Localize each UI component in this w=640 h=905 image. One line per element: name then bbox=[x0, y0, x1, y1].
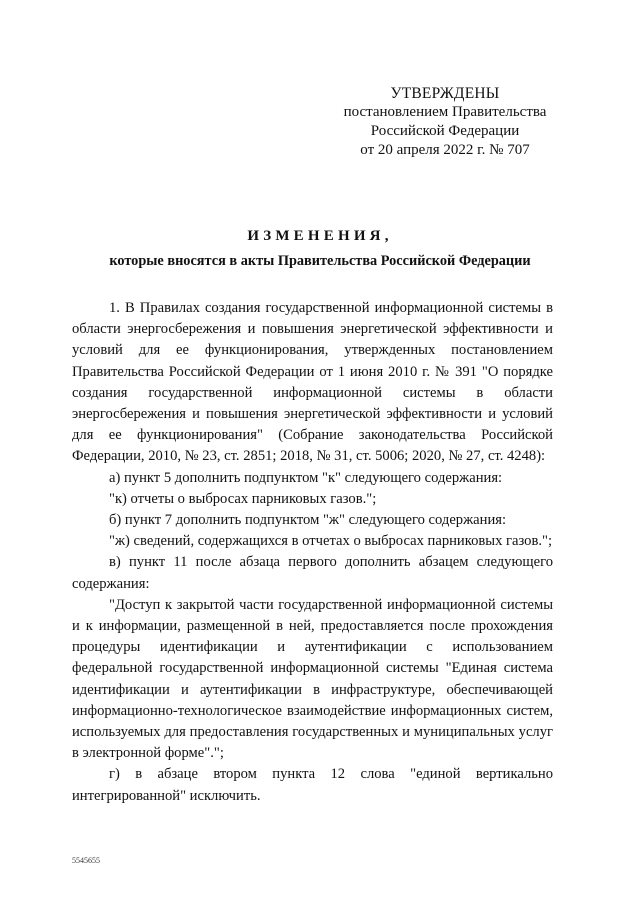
paragraph-7: "Доступ к закрытой части государственной информационной системы и к информации, размещенной в ней, предоставляется после прохождения процедуры идентификации и аутентификации с использованием федеральной государственной информационной системы "Единая система идентификации и аутентификации в инфраструктуре, обеспечивающей информационно-технологическое взаимодействие информационных систем, используемых для предоставления государственных и муниципальных услуг в электронной форме"."; bbox=[72, 596, 553, 762]
paragraph-8: г) в абзаце втором пункта 12 слова "единой вертикально интегрированной" исключить. bbox=[72, 766, 553, 804]
paragraph-1: 1. В Правилах создания государственной информационной системы в области энергосбережения и повышения энергетической эффективности и условий для ее функционирования, утвержденных постановлением Правительства Российской Федерации от 1 июня 2010 г. № 391 "О порядке создания государственной информационной системы в области энергосбережения и повышения энергетической эффективности и условий для ее функционирования" (Собрание законодательства Российской Федерации, 2010, № 23, ст. 2851; 2018, № 31, ст. 5006; 2020, № 27, ст. 4248): bbox=[72, 300, 553, 465]
paragraph-3: "к) отчеты о выбросах парниковых газов."; bbox=[109, 490, 377, 507]
paragraph-4: б) пункт 7 дополнить подпунктом "ж" следующего содержания: bbox=[109, 512, 507, 529]
approval-block bbox=[320, 84, 570, 160]
document-title: ИЗМЕНЕНИЯ, bbox=[247, 228, 393, 244]
paragraph-2: а) пункт 5 дополнить подпунктом "к" следующего содержания: bbox=[109, 469, 503, 486]
approval-government: Российской Федерации bbox=[370, 123, 520, 139]
paragraph-6: в) пункт 11 после абзаца первого дополнить абзацем следующего содержания: bbox=[72, 554, 553, 592]
paragraph-5: "ж) сведений, содержащихся в отчетах о выбросах парниковых газов."; bbox=[109, 533, 553, 550]
approval-heading: УТВЕРЖДЕНЫ bbox=[390, 85, 500, 102]
document-subtitle: которые вносятся в акты Правительства Российской Федерации bbox=[109, 253, 531, 269]
document-id: 5545655 bbox=[72, 856, 100, 865]
approval-resolution: постановлением Правительства bbox=[343, 104, 547, 120]
document-body bbox=[72, 298, 553, 807]
approval-date-number: от 20 апреля 2022 г. № 707 bbox=[360, 142, 530, 158]
